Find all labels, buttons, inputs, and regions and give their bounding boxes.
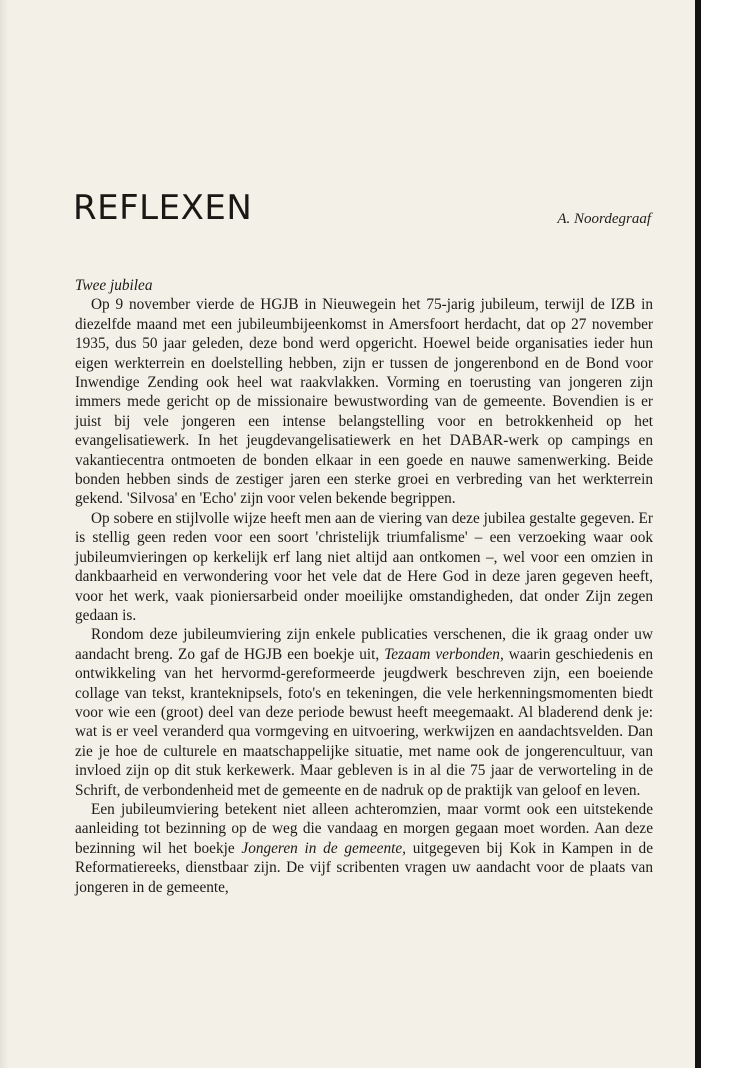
- book-title-jongeren-in-de-gemeente: Jongeren in de gemeente,: [241, 839, 406, 857]
- paragraph-text: uitgegeven bij Kok in Kampen in de Reformatiereeks, dienstbaar zijn. De vijf scribenten vragen uw aandacht voor de plaats van jongeren in de gemeente,: [75, 839, 653, 896]
- section-heading: Twee jubilea: [75, 277, 153, 294]
- paragraph-text: waarin geschiedenis en ontwikkeling van het hervormd-gereformeerde jeugdwerk beschreven zijn, een boeiende collage van tekst, kranteknipsels, foto's en tekeningen, die vele herkenningsmomenten biedt voor wie een (groot) deel van deze periode bewust heeft meegemaakt. Al bladerend denk je: wat is er veel veranderd qua vormgeving en uitvoering, werkwijzen en aandachtsvelden. Dan zie je hoe de culturele en maatschappelijke situatie, met name ook de jongerencultuur, van invloed zijn op dit stuk kerkewerk. Maar gebleven is in al die 75 jaar de verworteling in de Schrift, de verbondenheid met de gemeente en de nadruk op de praktijk van geloof en leven.: [75, 645, 653, 799]
- paragraph-3: [75, 625, 653, 800]
- paragraph-text: Een jubileumviering betekent niet alleen achteromzien, maar vormt ook een uitstekende aanleiding tot bezinning op de weg die vandaag en morgen gegaan moet worden. Aan deze bezinning wil het boekje: [75, 800, 653, 857]
- author-name: A. Noordegraaf: [557, 211, 651, 227]
- scan-margin: [701, 0, 738, 1068]
- paragraph-2: [75, 509, 653, 625]
- paragraph-text: Op 9 november vierde de HGJB in Nieuwegein het 75-jarig jubileum, terwijl de IZB in diezelfde maand met een jubileumbijeenkomst in Amersfoort herdacht, dat op 27 november 1935, dus 50 jaar geleden, deze bond werd opgericht. Hoewel beide organisaties ieder hun eigen werkterrein en doelstelling hebben, zijn er tussen de jongerenbond en de Bond voor Inwendige Zending ook heel wat raakvlakken. Vorming en toerusting van jongeren zijn immers mede gericht op de missionaire bewustwording van de gemeente. Bovendien is er juist bij vele jongeren een intense belangstelling voor en betrokkenheid op het evangelisatiewerk. In het jeugdevangelisatiewerk en het DABAR-werk op campings en vakantiecentra ontmoeten de bonden elkaar in een goede en nauwe samenwerking. Beide bonden hebben sinds de zestiger jaren een sterke groei en verbreding van het werkterrein gekend. 'Silvosa' en 'Echo' zijn voor velen bekende begrippen.: [75, 296, 653, 508]
- paragraph-1: [75, 295, 653, 508]
- paragraph-4: [75, 800, 653, 897]
- paragraph-text: Op sobere en stijlvolle wijze heeft men aan de viering van deze jubilea gestalte gegeven. Er is stellig geen reden voor een soort 'christelijk triumfalisme' – een verzoeking waar ook jubileumvieringen op kerkelijk erf lang niet altijd aan ontkomen –, wel voor een omzien in dankbaarheid en verwondering voor het vele dat de Here God in deze jaren gegeven heeft, voor het werk, vaak pioniersarbeid onder moeilijke omstandigheden, dat onder Zijn zegen gedaan is.: [75, 509, 653, 624]
- book-title-tezaam-verbonden: Tezaam verbonden,: [384, 645, 504, 663]
- paragraph-text: Rondom deze jubileumviering zijn enkele publicaties verschenen, die ik graag onder uw aandacht breng. Zo gaf de HGJB een boekje uit,: [75, 626, 653, 663]
- page-left-shadow: [0, 0, 8, 1068]
- column-title: REFLEXEN: [73, 188, 253, 228]
- article-body: [75, 276, 653, 897]
